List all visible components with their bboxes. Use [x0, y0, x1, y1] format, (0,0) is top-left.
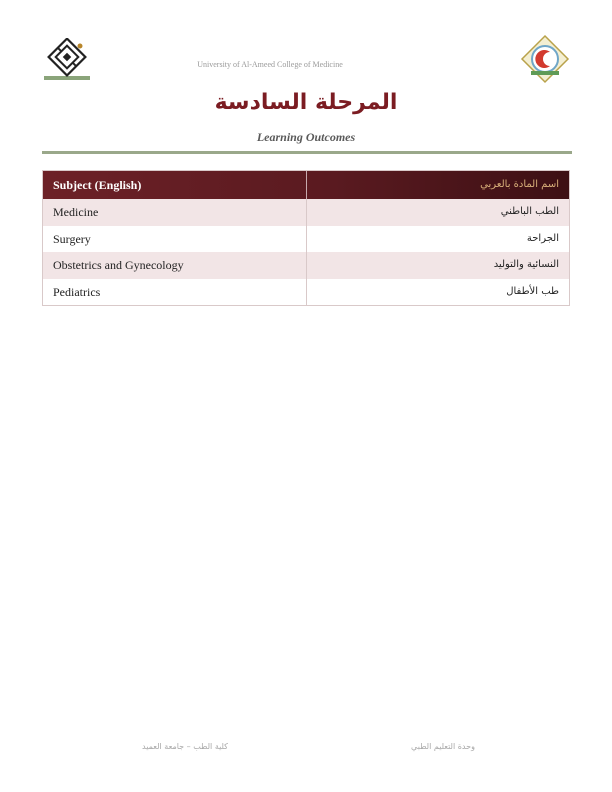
table-row: [43, 279, 569, 306]
table-header-row: [43, 171, 569, 199]
subject-arabic: طب الأطفال: [506, 285, 559, 297]
page-subtitle: Learning Outcomes: [256, 130, 356, 144]
header-divider: [42, 151, 572, 154]
subject-arabic: الجراحة: [526, 232, 559, 244]
subject-english: Surgery: [43, 226, 307, 253]
table-row: [43, 252, 569, 279]
page-header: [0, 0, 612, 160]
subject-english: Medicine: [43, 199, 307, 226]
subject-arabic: الطب الباطني: [500, 206, 559, 217]
subject-arabic: النسائية والتوليد: [493, 259, 559, 270]
subjects-table: [42, 170, 570, 306]
footer-college: كلية الطب – جامعة العميد: [142, 742, 228, 751]
subject-english: Obstetrics and Gynecology: [43, 252, 307, 279]
page-title: المرحلة السادسة: [214, 90, 398, 115]
column-header-english: Subject (English): [43, 171, 307, 199]
university-logo: [44, 38, 90, 82]
college-emblem: [520, 34, 570, 84]
table-row: [43, 199, 569, 226]
footer-unit: وحدة التعليم الطبي: [411, 742, 475, 751]
table-row: [43, 226, 569, 253]
university-name: University of Al-Ameed College of Medicine: [197, 60, 343, 69]
column-header-arabic: اسم المادة بالعربي: [480, 179, 559, 190]
subject-english: Pediatrics: [43, 279, 307, 306]
